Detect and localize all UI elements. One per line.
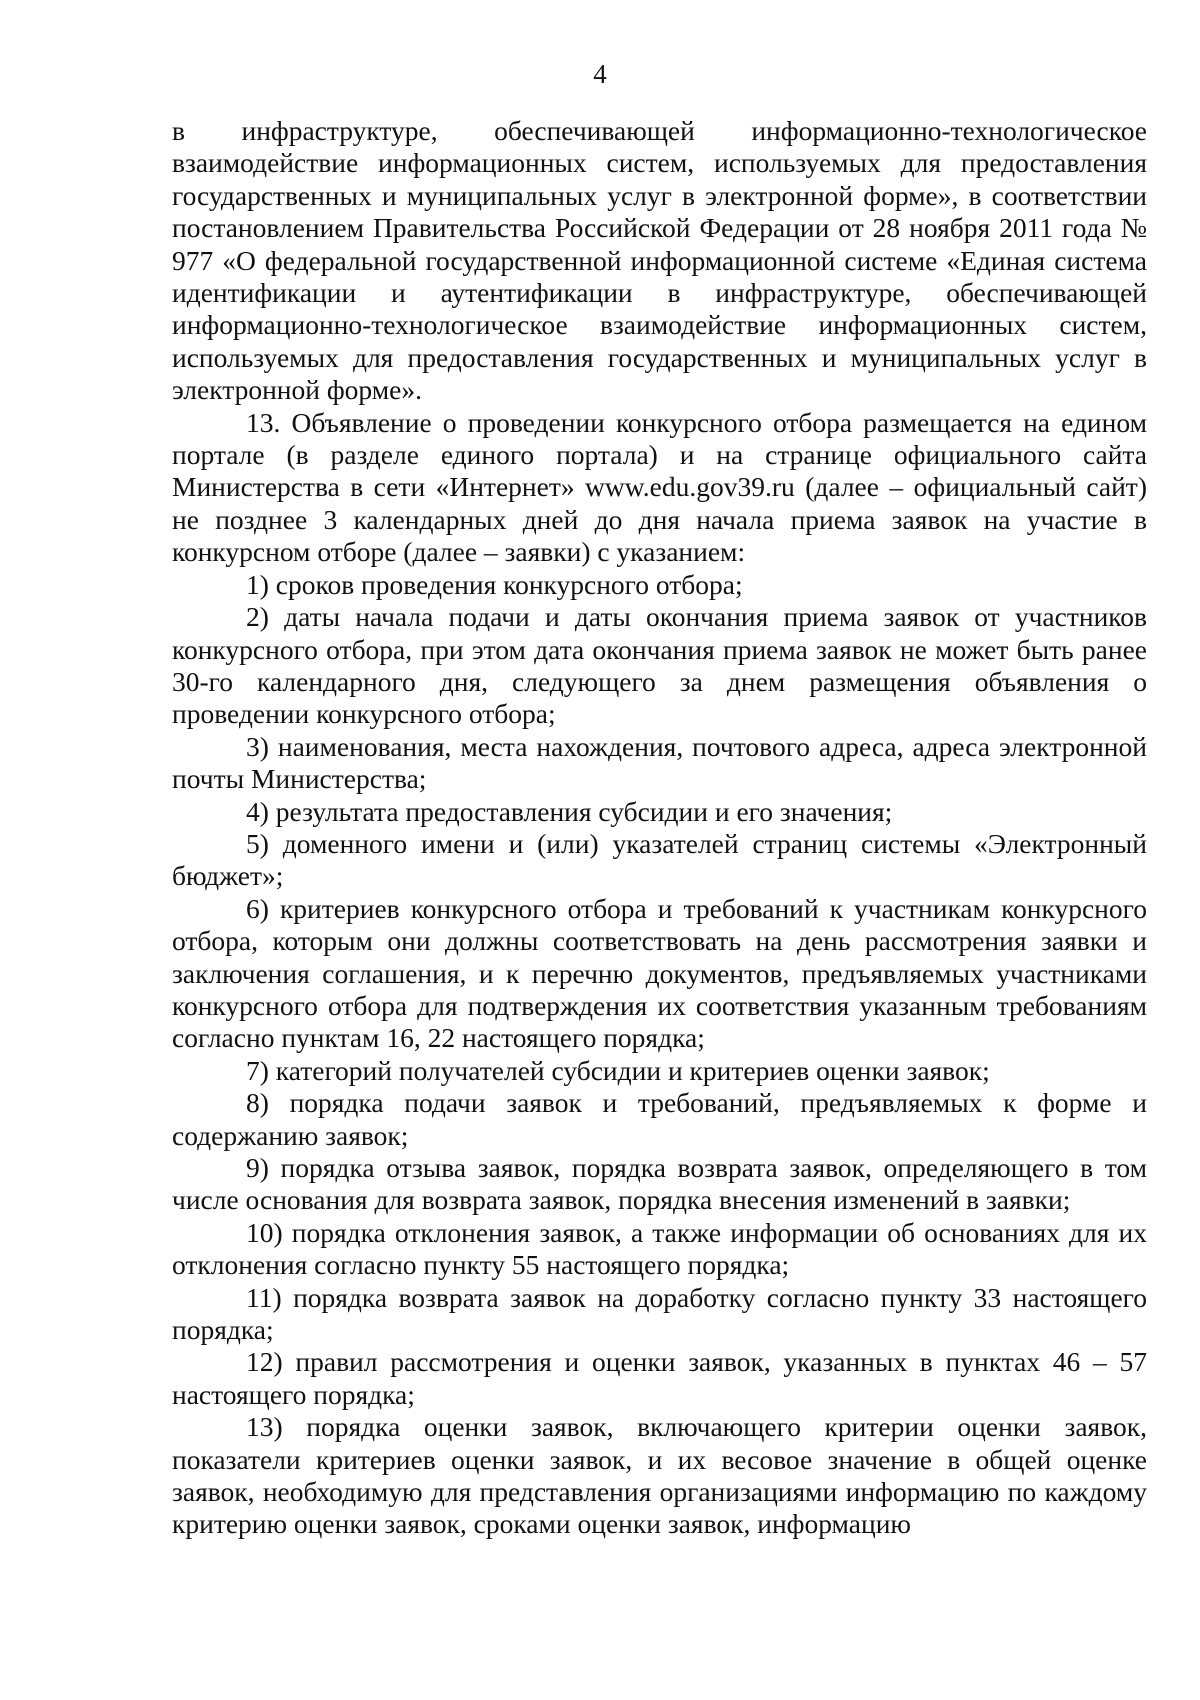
list-item-12: 12) правил рассмотрения и оценки заявок, указанных в пунктах 46 – 57 настоящего порядка; [172, 1346, 1147, 1410]
list-item-4: 4) результата предоставления субсидии и его значения; [246, 795, 893, 827]
paragraph-item-13: 13. Объявление о проведении конкурсного отбора размещается на едином портале (в разделе единого портала) и на странице официального сайта Министерства в сети «Интернет» www.edu.gov39.ru (далее – официальный сайт) не позднее 3 календарных дней до дня начала приема заявок на участие в конкурсном отборе (далее – заявки) с указанием: [172, 406, 1147, 568]
list-item-1: 1) сроков проведения конкурсного отбора; [246, 568, 743, 600]
list-item-3: 3) наименования, места нахождения, почтового адреса, адреса электронной почты Министерства; [172, 730, 1147, 795]
page-number: 4 [593, 59, 607, 89]
list-item-11: 11) порядка возврата заявок на доработку согласно пункту 33 настоящего порядка; [172, 1281, 1147, 1346]
list-item-5: 5) доменного имени и (или) указателей страниц системы «Электронный бюджет»; [172, 827, 1147, 892]
list-item-9: 9) порядка отзыва заявок, порядка возврата заявок, определяющего в том числе основания для возврата заявок, порядка внесения изменений в заявки; [172, 1152, 1147, 1216]
list-item-8: 8) порядка подачи заявок и требований, предъявляемых к форме и содержанию заявок; [172, 1087, 1147, 1151]
list-item-6: 6) критериев конкурсного отбора и требований к участникам конкурсного отбора, которым они должны соответствовать на день рассмотрения заявки и заключения соглашения, и к перечню документов, предъявляемых участниками конкурсного отбора для подтверждения их соответствия указанным требованиям согласно пунктам 16, 22 настоящего порядка; [172, 892, 1147, 1054]
list-item-2: 2) даты начала подачи и даты окончания приема заявок от участников конкурсного отбора, при этом дата окончания приема заявок не может быть ранее 30-го календарного дня, следующего за днем размещения объявления о проведении конкурсного отбора; [172, 601, 1147, 730]
document-body [172, 115, 1147, 1541]
list-item-7: 7) категорий получателей субсидии и критериев оценки заявок; [246, 1054, 990, 1086]
paragraph-continuation: в инфраструктуре, обеспечивающей информационно-технологическое взаимодействие информационных систем, используемых для предоставления государственных и муниципальных услуг в электронной форме», в соответствии постановлением Правительства Российской Федерации от 28 ноября 2011 года № 977 «О федеральной государственной информационной системе «Единая система идентификации и аутентификации в инфраструктуре, обеспечивающей информационно-технологическое взаимодействие информационных систем, используемых для предоставления государственных и муниципальных услуг в электронной форме». [172, 115, 1147, 406]
list-item-10: 10) порядка отклонения заявок, а также информации об основаниях для их отклонения согласно пункту 55 настоящего порядка; [172, 1216, 1147, 1281]
list-item-13: 13) порядка оценки заявок, включающего критерии оценки заявок, показатели критериев оценки заявок, и их весовое значение в общей оценке заявок, необходимую для представления организациями информацию по каждому критерию оценки заявок, сроками оценки заявок, информацию [172, 1411, 1147, 1540]
